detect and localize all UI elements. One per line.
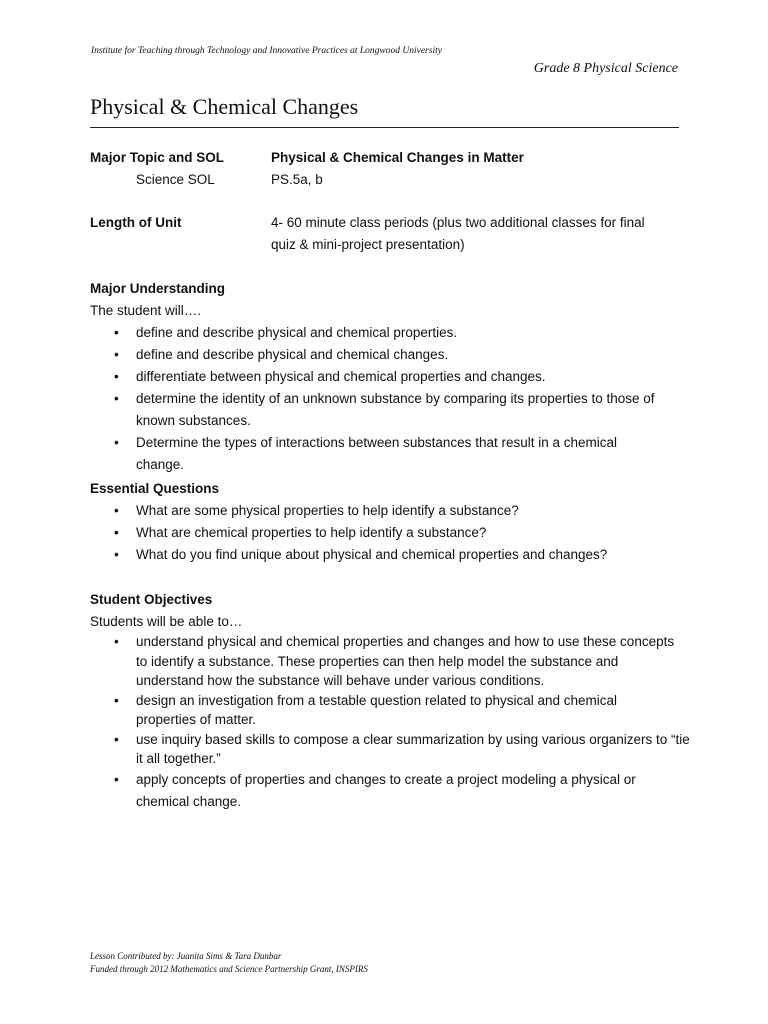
list-item: • determine the identity of an unknown substance by comparing its properties to those of known substances. bbox=[90, 388, 681, 432]
bullet-icon: • bbox=[114, 731, 119, 747]
bullet-icon: • bbox=[114, 771, 119, 787]
page-title: Physical & Chemical Changes bbox=[90, 94, 359, 119]
header-institute: Institute for Teaching through Technology and Innovative Practices at Longwood University bbox=[91, 46, 442, 56]
list-item: • What do you find unique about physical and chemical properties and changes? bbox=[90, 544, 690, 566]
bullet-icon: • bbox=[114, 547, 119, 562]
list-item: • use inquiry based skills to compose a clear summarization by using various organizers to “tie it all together.” bbox=[114, 731, 690, 766]
bullet-icon: • bbox=[114, 692, 119, 708]
bullet-icon: • bbox=[114, 325, 119, 340]
title-divider bbox=[90, 127, 679, 128]
major-topic-label: Major Topic and SOL bbox=[90, 150, 225, 165]
list-item: • differentiate between physical and chemical properties and changes. bbox=[90, 366, 690, 388]
bullet-icon: • bbox=[114, 503, 119, 518]
list-item: • apply concepts of properties and changes to create a project modeling a physical or chemical change. bbox=[90, 769, 666, 813]
essential-questions-list bbox=[90, 500, 690, 566]
header-grade: Grade 8 Physical Science bbox=[533, 61, 678, 76]
student-objectives-heading: Student Objectives bbox=[90, 592, 213, 607]
student-objectives-intro: Students will be able to… bbox=[90, 614, 243, 629]
list-item: • understand physical and chemical properties and changes and how to use these concepts to identify a substance. These properties can then help model the substance and understand how the substance will behave under various conditions. bbox=[114, 634, 675, 688]
major-understanding-heading: Major Understanding bbox=[90, 281, 226, 296]
bullet-icon: • bbox=[114, 391, 119, 406]
list-item: • Determine the types of interactions between substances that result in a chemical change. bbox=[90, 432, 656, 476]
list-item: • design an investigation from a testable question related to physical and chemical properties of matter. bbox=[114, 692, 618, 727]
bullet-icon: • bbox=[114, 525, 119, 540]
list-item: • define and describe physical and chemical changes. bbox=[90, 344, 690, 366]
length-value-line2: quiz & mini-project presentation) bbox=[271, 237, 465, 252]
bullet-icon: • bbox=[114, 369, 119, 384]
bullet-icon: • bbox=[114, 634, 119, 649]
bullet-icon: • bbox=[114, 435, 119, 450]
list-item: • define and describe physical and chemical properties. bbox=[90, 322, 690, 344]
major-understanding-list bbox=[90, 322, 690, 476]
list-item: • What are chemical properties to help identify a substance? bbox=[90, 522, 690, 544]
science-sol-value: PS.5a, b bbox=[271, 172, 323, 187]
essential-questions-heading: Essential Questions bbox=[90, 481, 220, 496]
length-value-line1: 4- 60 minute class periods (plus two additional classes for final bbox=[271, 215, 645, 230]
list-item: • What are some physical properties to help identify a substance? bbox=[90, 500, 690, 522]
major-understanding-intro: The student will…. bbox=[90, 303, 202, 318]
bullet-icon: • bbox=[114, 347, 119, 362]
student-objectives-list bbox=[90, 632, 690, 813]
footer-contributors: Lesson Contributed by: Juanita Sims & Tara Dunbar bbox=[90, 951, 282, 961]
footer-funding: Funded through 2012 Mathematics and Science Partnership Grant, INSPIRS bbox=[90, 964, 368, 974]
length-label: Length of Unit bbox=[90, 215, 182, 230]
major-topic-value: Physical & Chemical Changes in Matter bbox=[271, 150, 524, 165]
science-sol-label: Science SOL bbox=[136, 172, 215, 187]
